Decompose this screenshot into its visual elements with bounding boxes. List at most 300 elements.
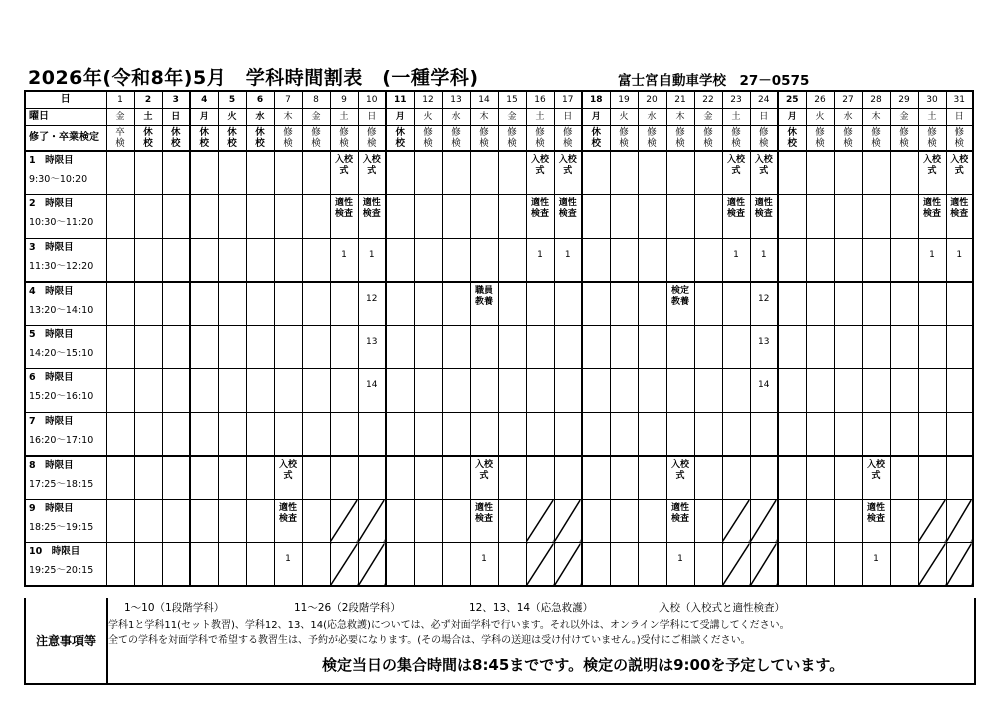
timetable-cell	[610, 151, 638, 195]
timetable-cell	[806, 282, 834, 326]
timetable-cell	[834, 369, 862, 413]
lesson-number: 1	[956, 249, 963, 260]
timetable-cell	[414, 543, 442, 587]
timetable-cell	[302, 456, 330, 500]
timetable-cell	[386, 543, 414, 587]
timetable-cell	[610, 456, 638, 500]
timetable-cell	[946, 543, 973, 587]
weekday: 金	[302, 108, 330, 125]
weekday: 月	[778, 108, 806, 125]
timetable-cell	[526, 151, 554, 195]
timetable-cell	[190, 282, 218, 326]
timetable-cell	[946, 499, 973, 543]
timetable-cell	[414, 499, 442, 543]
timetable-cell	[946, 282, 973, 326]
period-header	[25, 456, 106, 500]
timetable-cell	[526, 456, 554, 500]
timetable-cell	[666, 543, 694, 587]
timetable-cell	[834, 456, 862, 500]
timetable-cell	[946, 456, 973, 500]
exam-status: 修 検	[862, 125, 890, 151]
timetable-cell	[862, 456, 890, 500]
weekday: 木	[470, 108, 498, 125]
timetable-cell	[610, 499, 638, 543]
timetable-cell	[554, 195, 582, 239]
weekday: 土	[330, 108, 358, 125]
timetable-cell	[442, 238, 470, 282]
period-label: 9 時限目	[29, 502, 74, 514]
event-label: 入校 式	[726, 155, 745, 176]
timetable-cell	[582, 412, 610, 456]
timetable-cell	[330, 369, 358, 413]
lesson-number: 1	[537, 249, 543, 260]
timetable	[24, 90, 974, 587]
timetable-cell	[358, 195, 386, 239]
timetable-cell	[806, 499, 834, 543]
timetable-cell	[582, 456, 610, 500]
lesson-number: 1	[929, 249, 935, 260]
exam-status: 休 校	[778, 125, 806, 151]
day-number: 2	[134, 91, 162, 108]
timetable-cell	[610, 282, 638, 326]
event-label: 適性 検査	[530, 198, 549, 219]
timetable-cell	[834, 543, 862, 587]
timetable-cell	[386, 499, 414, 543]
timetable-cell	[694, 282, 722, 326]
exam-status: 休 校	[134, 125, 162, 151]
timetable-cell	[610, 412, 638, 456]
note-line: 学科1と学科11(セット教習)、学科12、13、14(応急救護)については、必ず対面学科で行います。それ以外は、オンライン学科にて受講してください。	[108, 620, 790, 631]
timetable-cell	[246, 238, 274, 282]
timetable-cell	[722, 325, 750, 369]
timetable-cell	[134, 238, 162, 282]
day-number: 7	[274, 91, 302, 108]
timetable-cell	[498, 325, 526, 369]
timetable-cell	[582, 543, 610, 587]
timetable-cell	[554, 369, 582, 413]
timetable-cell	[358, 325, 386, 369]
timetable-cell	[162, 195, 190, 239]
timetable-cell	[134, 369, 162, 413]
period-label: 7 時限目	[29, 415, 74, 427]
timetable-cell	[554, 456, 582, 500]
timetable-cell	[806, 325, 834, 369]
timetable-cell	[806, 151, 834, 195]
timetable-cell	[722, 195, 750, 239]
timetable-cell	[218, 325, 246, 369]
timetable-cell	[106, 456, 134, 500]
timetable-cell	[806, 412, 834, 456]
timetable-cell	[722, 369, 750, 413]
weekday: 火	[806, 108, 834, 125]
lesson-number: 13	[758, 336, 770, 347]
timetable-cell	[526, 195, 554, 239]
timetable-cell	[162, 543, 190, 587]
timetable-cell	[750, 369, 778, 413]
timetable-cell	[834, 151, 862, 195]
timetable-cell	[218, 238, 246, 282]
timetable-cell	[414, 195, 442, 239]
timetable-cell	[750, 543, 778, 587]
event-label: 入校 式	[530, 155, 549, 176]
timetable-cell	[778, 282, 806, 326]
event-label: 適性 検査	[278, 502, 297, 524]
timetable-cell	[414, 151, 442, 195]
timetable-cell	[190, 325, 218, 369]
lesson-number: 12	[758, 293, 770, 304]
weekday: 火	[218, 108, 246, 125]
timetable-cell	[750, 238, 778, 282]
event-label: 適性 検査	[922, 198, 941, 219]
timetable-cell	[414, 369, 442, 413]
timetable-cell	[694, 151, 722, 195]
period-label: 2 時限目	[29, 198, 74, 209]
period-header	[25, 499, 106, 543]
weekday: 月	[386, 108, 414, 125]
timetable-cell	[162, 151, 190, 195]
timetable-cell	[498, 238, 526, 282]
timetable-cell	[386, 325, 414, 369]
timetable-cell	[106, 369, 134, 413]
timetable-cell	[386, 238, 414, 282]
timetable-cell	[498, 151, 526, 195]
timetable-cell	[162, 499, 190, 543]
timetable-cell	[414, 238, 442, 282]
timetable-cell	[554, 282, 582, 326]
exam-status: 修 検	[722, 125, 750, 151]
timetable-cell	[302, 499, 330, 543]
row-label-weekday: 曜日	[25, 108, 106, 125]
timetable-cell	[610, 238, 638, 282]
timetable-cell	[750, 499, 778, 543]
event-label: 適性 検査	[362, 198, 381, 219]
timetable-cell	[246, 282, 274, 326]
period-time: 11:30～12:20	[29, 260, 94, 272]
day-number: 12	[414, 91, 442, 108]
timetable-cell	[722, 543, 750, 587]
day-number: 14	[470, 91, 498, 108]
timetable-cell	[582, 499, 610, 543]
timetable-cell	[946, 325, 973, 369]
timetable-cell	[750, 151, 778, 195]
timetable-cell	[498, 456, 526, 500]
exam-status: 休 校	[246, 125, 274, 151]
weekday: 月	[190, 108, 218, 125]
day-number: 8	[302, 91, 330, 108]
timetable-cell	[890, 325, 918, 369]
period-time: 18:25～19:15	[29, 521, 94, 533]
timetable-cell	[190, 195, 218, 239]
timetable-cell	[862, 282, 890, 326]
lesson-number: 1	[368, 249, 375, 260]
timetable-cell	[358, 543, 386, 587]
timetable-cell	[498, 412, 526, 456]
timetable-cell	[442, 325, 470, 369]
timetable-cell	[554, 238, 582, 282]
period-time: 16:20～17:10	[29, 434, 94, 446]
day-number: 28	[862, 91, 890, 108]
timetable-cell	[582, 195, 610, 239]
exam-status: 修 検	[750, 125, 778, 151]
timetable-cell	[218, 195, 246, 239]
timetable-cell	[638, 238, 666, 282]
timetable-cell	[862, 195, 890, 239]
legend-item: 入校（入校式と適性検査）	[659, 602, 785, 614]
timetable-cell	[638, 369, 666, 413]
timetable-cell	[526, 412, 554, 456]
period-label: 10 時限目	[29, 546, 81, 557]
legend-item: 1～10（1段階学科）	[124, 602, 225, 614]
weekday: 金	[890, 108, 918, 125]
row-label-status: 修了・卒業検定	[25, 125, 106, 151]
timetable-cell	[274, 325, 302, 369]
timetable-cell	[582, 151, 610, 195]
timetable-cell	[358, 369, 386, 413]
timetable-cell	[246, 195, 274, 239]
weekday: 日	[162, 108, 190, 125]
weekday: 金	[106, 108, 134, 125]
timetable-cell	[470, 195, 498, 239]
timetable-cell	[330, 151, 358, 195]
event-label: 入校 式	[362, 155, 381, 176]
timetable-cell	[890, 456, 918, 500]
timetable-cell	[498, 499, 526, 543]
timetable-cell	[162, 325, 190, 369]
timetable-cell	[498, 369, 526, 413]
page-title: 2026年(令和8年)5月 学科時間割表 (一種学科)	[28, 67, 479, 89]
timetable-cell	[442, 151, 470, 195]
timetable-cell	[386, 195, 414, 239]
day-number: 21	[666, 91, 694, 108]
timetable-cell	[778, 456, 806, 500]
weekday: 土	[722, 108, 750, 125]
day-number: 5	[218, 91, 246, 108]
exam-status: 修 検	[806, 125, 834, 151]
timetable-cell	[526, 369, 554, 413]
timetable-cell	[582, 238, 610, 282]
timetable-cell	[442, 412, 470, 456]
timetable-cell	[722, 499, 750, 543]
timetable-cell	[946, 412, 973, 456]
event-label: 適性 検査	[334, 198, 353, 219]
day-number: 24	[750, 91, 778, 108]
event-label: 適性 検査	[474, 502, 493, 524]
timetable-cell	[694, 325, 722, 369]
timetable-cell	[330, 456, 358, 500]
day-number: 15	[498, 91, 526, 108]
timetable-cell	[666, 282, 694, 326]
timetable-cell	[778, 151, 806, 195]
timetable-cell	[666, 369, 694, 413]
timetable-cell	[302, 543, 330, 587]
timetable-cell	[638, 412, 666, 456]
timetable-cell	[134, 151, 162, 195]
timetable-cell	[442, 543, 470, 587]
timetable-cell	[694, 456, 722, 500]
day-number: 11	[386, 91, 414, 108]
timetable-cell	[890, 369, 918, 413]
lesson-number: 1	[733, 249, 739, 260]
timetable-cell	[778, 543, 806, 587]
timetable-cell	[106, 412, 134, 456]
timetable-cell	[218, 412, 246, 456]
exam-status: 修 検	[638, 125, 666, 151]
timetable-cell	[274, 456, 302, 500]
timetable-cell	[862, 543, 890, 587]
event-label: 適性 検査	[726, 198, 745, 219]
timetable-cell	[190, 238, 218, 282]
weekday: 土	[134, 108, 162, 125]
timetable-cell	[918, 195, 946, 239]
timetable-cell	[134, 195, 162, 239]
period-header	[25, 325, 106, 369]
event-label: 入校 式	[866, 459, 885, 481]
timetable-cell	[190, 369, 218, 413]
weekday: 火	[610, 108, 638, 125]
period-time: 13:20～14:10	[29, 304, 94, 316]
event-label: 入校 式	[474, 459, 493, 481]
header	[0, 0, 1000, 90]
day-number: 22	[694, 91, 722, 108]
timetable-cell	[554, 499, 582, 543]
timetable-cell	[330, 543, 358, 587]
timetable-cell	[470, 282, 498, 326]
timetable-cell	[274, 369, 302, 413]
weekday: 木	[862, 108, 890, 125]
timetable-cell	[302, 282, 330, 326]
timetable-cell	[610, 543, 638, 587]
period-header	[25, 195, 106, 239]
lesson-number: 14	[758, 380, 770, 390]
timetable-cell	[106, 151, 134, 195]
event-label: 入校 式	[670, 459, 689, 481]
period-header	[25, 369, 106, 413]
timetable-cell	[190, 499, 218, 543]
timetable-cell	[246, 151, 274, 195]
day-number: 13	[442, 91, 470, 108]
event-label: 適性 検査	[950, 198, 969, 219]
timetable-cell	[218, 282, 246, 326]
weekday: 日	[554, 108, 582, 125]
period-header	[25, 282, 106, 326]
exam-status: 修 検	[834, 125, 862, 151]
weekday: 木	[274, 108, 302, 125]
timetable-cell	[358, 456, 386, 500]
timetable-cell	[694, 195, 722, 239]
exam-status: 修 検	[470, 125, 498, 151]
exam-status: 修 検	[330, 125, 358, 151]
timetable-cell	[806, 369, 834, 413]
exam-status: 修 検	[358, 125, 386, 151]
timetable-cell	[862, 499, 890, 543]
exam-status: 修 検	[694, 125, 722, 151]
day-number: 3	[162, 91, 190, 108]
timetable-cell	[386, 282, 414, 326]
timetable-cell	[498, 195, 526, 239]
exam-status: 修 検	[946, 125, 973, 151]
day-number: 19	[610, 91, 638, 108]
weekday: 日	[358, 108, 386, 125]
timetable-cell	[806, 543, 834, 587]
weekday: 水	[834, 108, 862, 125]
day-number: 9	[330, 91, 358, 108]
timetable-cell	[302, 369, 330, 413]
timetable-cell	[414, 282, 442, 326]
timetable-cell	[778, 412, 806, 456]
timetable-cell	[330, 412, 358, 456]
timetable-cell	[358, 282, 386, 326]
timetable-cell	[610, 195, 638, 239]
timetable-cell	[526, 325, 554, 369]
exam-status: 修 検	[414, 125, 442, 151]
event-label: 入校 式	[278, 459, 297, 481]
timetable-cell	[330, 499, 358, 543]
exam-status: 修 検	[666, 125, 694, 151]
timetable-cell	[722, 282, 750, 326]
timetable-cell	[302, 325, 330, 369]
lesson-number: 14	[366, 380, 378, 390]
timetable-cell	[694, 369, 722, 413]
exam-status: 休 校	[582, 125, 610, 151]
exam-status: 修 検	[442, 125, 470, 151]
timetable-cell	[274, 195, 302, 239]
timetable-cell	[134, 325, 162, 369]
timetable-cell	[862, 369, 890, 413]
timetable-cell	[470, 369, 498, 413]
timetable-cell	[666, 195, 694, 239]
timetable-cell	[274, 543, 302, 587]
timetable-cell	[638, 282, 666, 326]
legend-item: 11～26（2段階学科）	[294, 602, 401, 614]
timetable-cell	[106, 195, 134, 239]
weekday: 水	[638, 108, 666, 125]
timetable-cell	[414, 325, 442, 369]
lesson-number: 1	[564, 249, 571, 260]
timetable-cell	[330, 282, 358, 326]
event-label: 検定 教養	[670, 285, 689, 307]
lesson-number: 1	[873, 554, 879, 564]
timetable-cell	[778, 195, 806, 239]
timetable-cell	[414, 456, 442, 500]
timetable-cell	[666, 499, 694, 543]
event-label: 適性 検査	[754, 198, 773, 219]
day-number: 27	[834, 91, 862, 108]
timetable-cell	[722, 412, 750, 456]
timetable-cell	[498, 282, 526, 326]
timetable-cell	[890, 412, 918, 456]
timetable-cell	[582, 369, 610, 413]
timetable-cell	[890, 499, 918, 543]
timetable-cell	[610, 369, 638, 413]
period-header	[25, 238, 106, 282]
timetable-cell	[106, 543, 134, 587]
timetable-cell	[694, 543, 722, 587]
timetable-cell	[890, 543, 918, 587]
timetable-cell	[470, 325, 498, 369]
weekday: 火	[414, 108, 442, 125]
timetable-cell	[918, 282, 946, 326]
row-label-day: 日	[25, 91, 106, 108]
timetable-cell	[442, 456, 470, 500]
weekday: 月	[582, 108, 610, 125]
timetable-cell	[190, 151, 218, 195]
timetable-cell	[302, 151, 330, 195]
timetable-cell	[554, 412, 582, 456]
period-time: 9:30～10:20	[29, 174, 88, 185]
timetable-cell	[806, 195, 834, 239]
lesson-number: 1	[481, 554, 487, 564]
timetable-cell	[498, 543, 526, 587]
